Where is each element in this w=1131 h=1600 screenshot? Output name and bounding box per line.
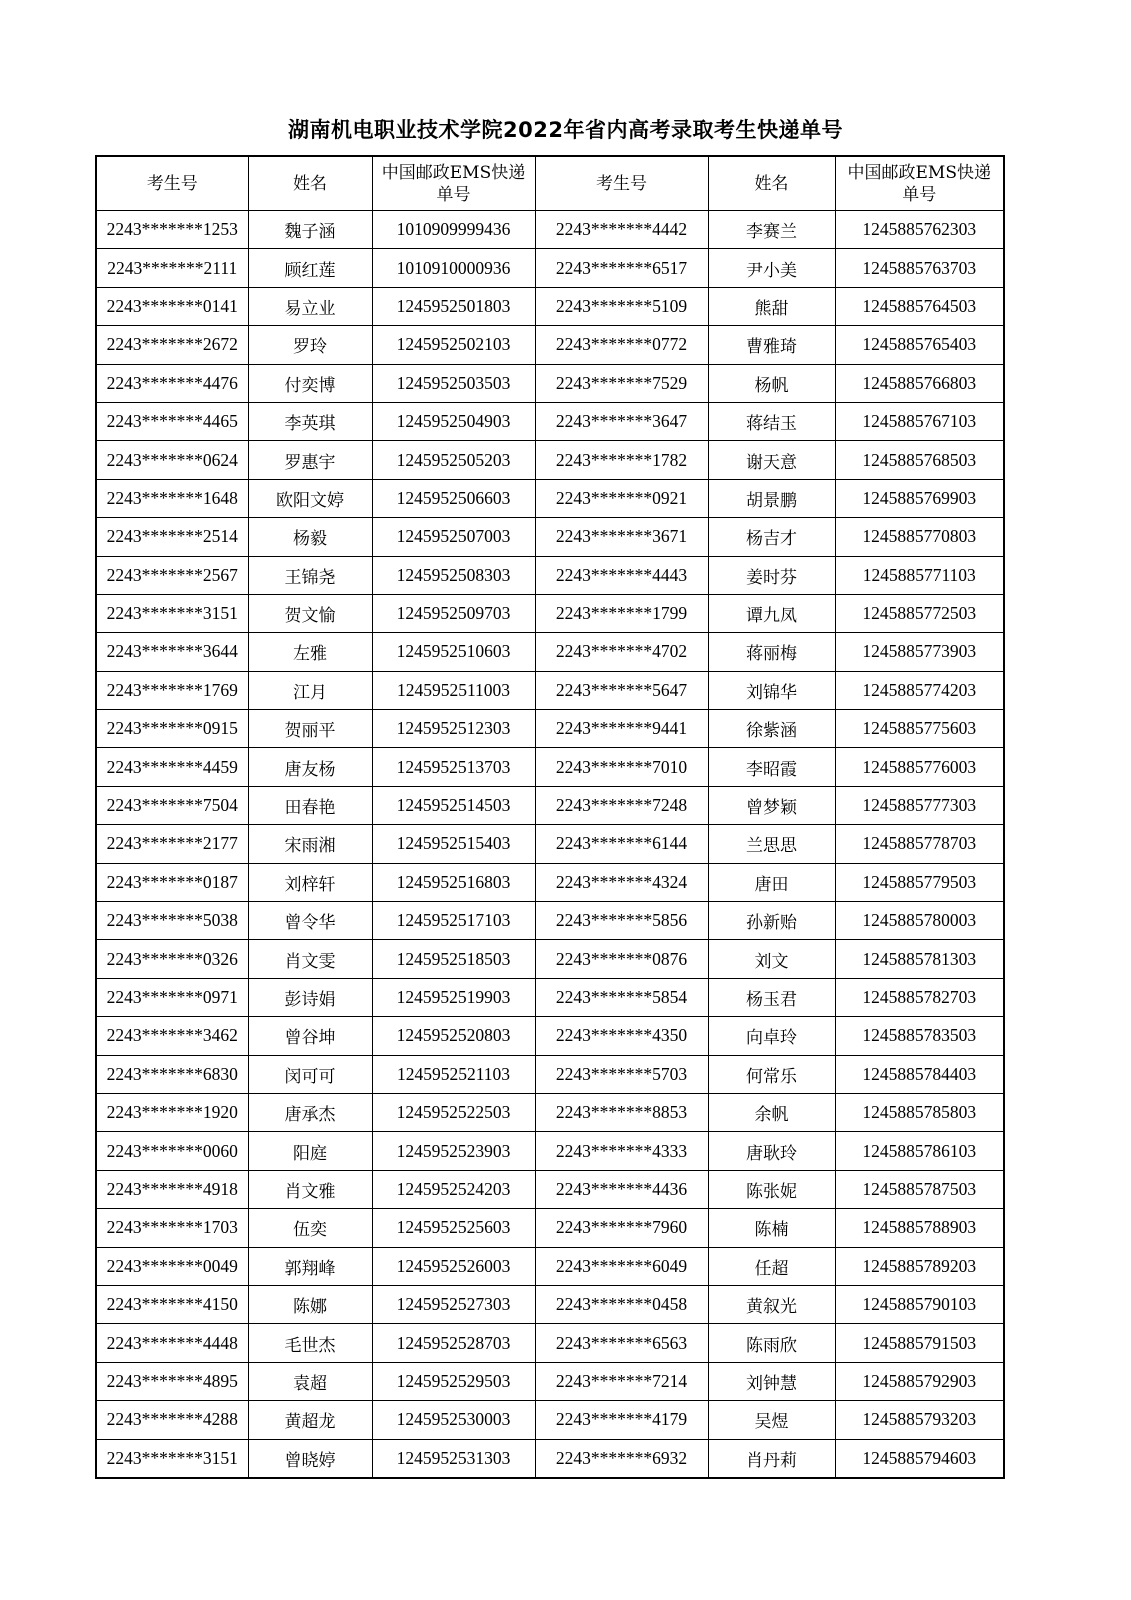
name-cell: 曹雅琦 xyxy=(708,326,835,364)
exam-number-cell: 2243*******6932 xyxy=(535,1439,708,1478)
ems-number-cell: 1245885770803 xyxy=(835,518,1004,556)
name-cell: 熊甜 xyxy=(708,287,835,325)
ems-number-cell: 1245952504903 xyxy=(372,402,535,440)
table-row xyxy=(96,211,1004,249)
name-cell: 宋雨湘 xyxy=(248,825,372,863)
name-cell: 刘梓轩 xyxy=(248,863,372,901)
exam-number-cell: 2243*******3151 xyxy=(96,594,248,632)
table-row xyxy=(96,1093,1004,1131)
exam-number-cell: 2243*******0049 xyxy=(96,1247,248,1285)
exam-number-cell: 2243*******4350 xyxy=(535,1017,708,1055)
exam-number-cell: 2243*******1648 xyxy=(96,479,248,517)
exam-number-cell: 2243*******4150 xyxy=(96,1285,248,1323)
ems-number-cell: 1245885766803 xyxy=(835,364,1004,402)
table-row xyxy=(96,1285,1004,1323)
exam-number-cell: 2243*******8853 xyxy=(535,1093,708,1131)
table-row xyxy=(96,1055,1004,1093)
ems-number-cell: 1245952505203 xyxy=(372,441,535,479)
name-cell: 易立业 xyxy=(248,287,372,325)
ems-number-cell: 1245885773903 xyxy=(835,633,1004,671)
exam-number-cell: 2243*******4442 xyxy=(535,211,708,249)
name-cell: 杨毅 xyxy=(248,518,372,556)
exam-number-cell: 2243*******4288 xyxy=(96,1401,248,1439)
ems-number-cell: 1245885784403 xyxy=(835,1055,1004,1093)
table-row xyxy=(96,1324,1004,1362)
exam-number-cell: 2243*******2672 xyxy=(96,326,248,364)
exam-number-cell: 2243*******0971 xyxy=(96,978,248,1016)
name-cell: 陈雨欣 xyxy=(708,1324,835,1362)
exam-number-cell: 2243*******5109 xyxy=(535,287,708,325)
ems-number-cell: 1245952517103 xyxy=(372,902,535,940)
exam-number-cell: 2243*******2111 xyxy=(96,249,248,287)
name-cell: 田春艳 xyxy=(248,786,372,824)
ems-number-cell: 1010909999436 xyxy=(372,211,535,249)
express-tracking-table xyxy=(95,155,1005,1479)
exam-number-cell: 2243*******6049 xyxy=(535,1247,708,1285)
name-cell: 唐友杨 xyxy=(248,748,372,786)
name-cell: 杨吉才 xyxy=(708,518,835,556)
name-cell: 姜时芬 xyxy=(708,556,835,594)
ems-number-cell: 1245885765403 xyxy=(835,326,1004,364)
table-row xyxy=(96,518,1004,556)
table-row xyxy=(96,479,1004,517)
name-cell: 兰思思 xyxy=(708,825,835,863)
name-cell: 欧阳文婷 xyxy=(248,479,372,517)
ems-number-cell: 1245952522503 xyxy=(372,1093,535,1131)
exam-number-cell: 2243*******6144 xyxy=(535,825,708,863)
exam-number-cell: 2243*******4324 xyxy=(535,863,708,901)
name-cell: 向卓玲 xyxy=(708,1017,835,1055)
ems-number-cell: 1245952511003 xyxy=(372,671,535,709)
table-row xyxy=(96,633,1004,671)
exam-number-cell: 2243*******4459 xyxy=(96,748,248,786)
ems-number-cell: 1245952503503 xyxy=(372,364,535,402)
ems-number-cell: 1245885775603 xyxy=(835,710,1004,748)
ems-number-cell: 1245885768503 xyxy=(835,441,1004,479)
exam-number-cell: 2243*******4702 xyxy=(535,633,708,671)
ems-number-cell: 1245952523903 xyxy=(372,1132,535,1170)
ems-number-cell: 1010910000936 xyxy=(372,249,535,287)
table-row xyxy=(96,748,1004,786)
ems-number-cell: 1245885776003 xyxy=(835,748,1004,786)
column-header-name: 姓名 xyxy=(248,156,372,211)
ems-number-cell: 1245952513703 xyxy=(372,748,535,786)
ems-number-cell: 1245885772503 xyxy=(835,594,1004,632)
exam-number-cell: 2243*******0141 xyxy=(96,287,248,325)
exam-number-cell: 2243*******1782 xyxy=(535,441,708,479)
table-row xyxy=(96,402,1004,440)
name-cell: 何常乐 xyxy=(708,1055,835,1093)
exam-number-cell: 2243*******1253 xyxy=(96,211,248,249)
exam-number-cell: 2243*******0326 xyxy=(96,940,248,978)
ems-number-cell: 1245885792903 xyxy=(835,1362,1004,1400)
table-row xyxy=(96,1170,1004,1208)
exam-number-cell: 2243*******7010 xyxy=(535,748,708,786)
exam-number-cell: 2243*******0624 xyxy=(96,441,248,479)
ems-number-cell: 1245885779503 xyxy=(835,863,1004,901)
name-cell: 袁超 xyxy=(248,1362,372,1400)
ems-number-cell: 1245952518503 xyxy=(372,940,535,978)
table-row xyxy=(96,1247,1004,1285)
ems-number-cell: 1245885794603 xyxy=(835,1439,1004,1478)
table-row xyxy=(96,441,1004,479)
ems-number-cell: 1245952508303 xyxy=(372,556,535,594)
name-cell: 杨帆 xyxy=(708,364,835,402)
ems-number-cell: 1245952514503 xyxy=(372,786,535,824)
exam-number-cell: 2243*******7529 xyxy=(535,364,708,402)
ems-number-cell: 1245885771103 xyxy=(835,556,1004,594)
exam-number-cell: 2243*******4436 xyxy=(535,1170,708,1208)
exam-number-cell: 2243*******0915 xyxy=(96,710,248,748)
table-row xyxy=(96,287,1004,325)
ems-number-cell: 1245952507003 xyxy=(372,518,535,556)
ems-number-cell: 1245952519903 xyxy=(372,978,535,1016)
exam-number-cell: 2243*******4476 xyxy=(96,364,248,402)
exam-number-cell: 2243*******9441 xyxy=(535,710,708,748)
table-row xyxy=(96,556,1004,594)
ems-number-cell: 1245885788903 xyxy=(835,1209,1004,1247)
name-cell: 孙新贻 xyxy=(708,902,835,940)
name-cell: 贺丽平 xyxy=(248,710,372,748)
name-cell: 贺文愉 xyxy=(248,594,372,632)
name-cell: 唐承杰 xyxy=(248,1093,372,1131)
exam-number-cell: 2243*******0187 xyxy=(96,863,248,901)
ems-number-cell: 1245952529503 xyxy=(372,1362,535,1400)
name-cell: 任超 xyxy=(708,1247,835,1285)
exam-number-cell: 2243*******6517 xyxy=(535,249,708,287)
page-title: 湖南机电职业技术学院2022年省内高考录取考生快递单号 xyxy=(288,118,843,142)
name-cell: 伍奕 xyxy=(248,1209,372,1247)
ems-number-cell: 1245885791503 xyxy=(835,1324,1004,1362)
name-cell: 魏子涵 xyxy=(248,211,372,249)
name-cell: 谢天意 xyxy=(708,441,835,479)
exam-number-cell: 2243*******2514 xyxy=(96,518,248,556)
name-cell: 郭翔峰 xyxy=(248,1247,372,1285)
exam-number-cell: 2243*******5038 xyxy=(96,902,248,940)
ems-number-cell: 1245885790103 xyxy=(835,1285,1004,1323)
exam-number-cell: 2243*******4443 xyxy=(535,556,708,594)
exam-number-cell: 2243*******4895 xyxy=(96,1362,248,1400)
ems-number-cell: 1245952530003 xyxy=(372,1401,535,1439)
ems-number-cell: 1245952501803 xyxy=(372,287,535,325)
name-cell: 罗惠宇 xyxy=(248,441,372,479)
exam-number-cell: 2243*******5856 xyxy=(535,902,708,940)
table-row xyxy=(96,364,1004,402)
name-cell: 陈楠 xyxy=(708,1209,835,1247)
table-header-row xyxy=(96,156,1004,211)
name-cell: 胡景鹏 xyxy=(708,479,835,517)
ems-number-cell: 1245952528703 xyxy=(372,1324,535,1362)
ems-number-cell: 1245885787503 xyxy=(835,1170,1004,1208)
exam-number-cell: 2243*******5854 xyxy=(535,978,708,1016)
ems-number-cell: 1245885767103 xyxy=(835,402,1004,440)
exam-number-cell: 2243*******6563 xyxy=(535,1324,708,1362)
ems-number-cell: 1245952526003 xyxy=(372,1247,535,1285)
table-row xyxy=(96,710,1004,748)
ems-number-cell: 1245885782703 xyxy=(835,978,1004,1016)
name-cell: 江月 xyxy=(248,671,372,709)
ems-number-cell: 1245885793203 xyxy=(835,1401,1004,1439)
ems-number-cell: 1245885777303 xyxy=(835,786,1004,824)
column-header-exam-number: 考生号 xyxy=(96,156,248,211)
name-cell: 王锦尧 xyxy=(248,556,372,594)
exam-number-cell: 2243*******3671 xyxy=(535,518,708,556)
table-row xyxy=(96,1362,1004,1400)
table-body xyxy=(96,211,1004,1478)
name-cell: 黄超龙 xyxy=(248,1401,372,1439)
ems-number-cell: 1245952502103 xyxy=(372,326,535,364)
name-cell: 刘文 xyxy=(708,940,835,978)
table-row xyxy=(96,1132,1004,1170)
table-row xyxy=(96,978,1004,1016)
exam-number-cell: 2243*******7214 xyxy=(535,1362,708,1400)
exam-number-cell: 2243*******4333 xyxy=(535,1132,708,1170)
name-cell: 闵可可 xyxy=(248,1055,372,1093)
exam-number-cell: 2243*******2177 xyxy=(96,825,248,863)
exam-number-cell: 2243*******3644 xyxy=(96,633,248,671)
name-cell: 杨玉君 xyxy=(708,978,835,1016)
ems-number-cell: 1245885763703 xyxy=(835,249,1004,287)
ems-number-cell: 1245952525603 xyxy=(372,1209,535,1247)
name-cell: 李昭霞 xyxy=(708,748,835,786)
table-row xyxy=(96,902,1004,940)
name-cell: 谭九凤 xyxy=(708,594,835,632)
exam-number-cell: 2243*******0772 xyxy=(535,326,708,364)
table-row xyxy=(96,594,1004,632)
name-cell: 曾令华 xyxy=(248,902,372,940)
table-row xyxy=(96,940,1004,978)
name-cell: 唐耿玲 xyxy=(708,1132,835,1170)
ems-number-cell: 1245885778703 xyxy=(835,825,1004,863)
ems-number-cell: 1245885789203 xyxy=(835,1247,1004,1285)
ems-number-cell: 1245885781303 xyxy=(835,940,1004,978)
exam-number-cell: 2243*******4448 xyxy=(96,1324,248,1362)
ems-number-cell: 1245885764503 xyxy=(835,287,1004,325)
ems-number-cell: 1245952531303 xyxy=(372,1439,535,1478)
name-cell: 蒋丽梅 xyxy=(708,633,835,671)
name-cell: 唐田 xyxy=(708,863,835,901)
table-row xyxy=(96,249,1004,287)
name-cell: 肖文雅 xyxy=(248,1170,372,1208)
ems-number-cell: 1245885786103 xyxy=(835,1132,1004,1170)
exam-number-cell: 2243*******0458 xyxy=(535,1285,708,1323)
ems-number-cell: 1245952509703 xyxy=(372,594,535,632)
ems-number-cell: 1245952524203 xyxy=(372,1170,535,1208)
ems-number-cell: 1245885769903 xyxy=(835,479,1004,517)
name-cell: 彭诗娟 xyxy=(248,978,372,1016)
name-cell: 毛世杰 xyxy=(248,1324,372,1362)
name-cell: 黄叙光 xyxy=(708,1285,835,1323)
name-cell: 李赛兰 xyxy=(708,211,835,249)
column-header-exam-number: 考生号 xyxy=(535,156,708,211)
name-cell: 左雅 xyxy=(248,633,372,671)
name-cell: 肖文雯 xyxy=(248,940,372,978)
exam-number-cell: 2243*******3647 xyxy=(535,402,708,440)
table-row xyxy=(96,825,1004,863)
exam-number-cell: 2243*******5703 xyxy=(535,1055,708,1093)
exam-number-cell: 2243*******1703 xyxy=(96,1209,248,1247)
exam-number-cell: 2243*******3462 xyxy=(96,1017,248,1055)
exam-number-cell: 2243*******1799 xyxy=(535,594,708,632)
ems-number-cell: 1245952512303 xyxy=(372,710,535,748)
name-cell: 陈娜 xyxy=(248,1285,372,1323)
table-row xyxy=(96,1209,1004,1247)
name-cell: 曾晓婷 xyxy=(248,1439,372,1478)
name-cell: 尹小美 xyxy=(708,249,835,287)
exam-number-cell: 2243*******0060 xyxy=(96,1132,248,1170)
exam-number-cell: 2243*******2567 xyxy=(96,556,248,594)
ems-number-cell: 1245885785803 xyxy=(835,1093,1004,1131)
ems-number-cell: 1245952516803 xyxy=(372,863,535,901)
name-cell: 陈张妮 xyxy=(708,1170,835,1208)
ems-number-cell: 1245885780003 xyxy=(835,902,1004,940)
ems-number-cell: 1245952510603 xyxy=(372,633,535,671)
name-cell: 刘锦华 xyxy=(708,671,835,709)
exam-number-cell: 2243*******7248 xyxy=(535,786,708,824)
exam-number-cell: 2243*******5647 xyxy=(535,671,708,709)
name-cell: 徐紫涵 xyxy=(708,710,835,748)
table-row xyxy=(96,1401,1004,1439)
ems-number-cell: 1245952521103 xyxy=(372,1055,535,1093)
table-row xyxy=(96,786,1004,824)
ems-number-cell: 1245952506603 xyxy=(372,479,535,517)
name-cell: 吴煜 xyxy=(708,1401,835,1439)
table-row xyxy=(96,1439,1004,1478)
exam-number-cell: 2243*******0921 xyxy=(535,479,708,517)
name-cell: 蒋结玉 xyxy=(708,402,835,440)
name-cell: 李英琪 xyxy=(248,402,372,440)
exam-number-cell: 2243*******4465 xyxy=(96,402,248,440)
ems-number-cell: 1245952515403 xyxy=(372,825,535,863)
name-cell: 曾梦颖 xyxy=(708,786,835,824)
ems-number-cell: 1245952520803 xyxy=(372,1017,535,1055)
name-cell: 刘钟慧 xyxy=(708,1362,835,1400)
name-cell: 罗玲 xyxy=(248,326,372,364)
name-cell: 肖丹莉 xyxy=(708,1439,835,1478)
exam-number-cell: 2243*******4179 xyxy=(535,1401,708,1439)
name-cell: 余帆 xyxy=(708,1093,835,1131)
name-cell: 顾红莲 xyxy=(248,249,372,287)
table-row xyxy=(96,671,1004,709)
column-header-ems-number: 中国邮政EMS快递单号 xyxy=(372,156,535,211)
column-header-ems-number: 中国邮政EMS快递单号 xyxy=(835,156,1004,211)
exam-number-cell: 2243*******0876 xyxy=(535,940,708,978)
exam-number-cell: 2243*******6830 xyxy=(96,1055,248,1093)
exam-number-cell: 2243*******7504 xyxy=(96,786,248,824)
name-cell: 曾谷坤 xyxy=(248,1017,372,1055)
name-cell: 付奕博 xyxy=(248,364,372,402)
exam-number-cell: 2243*******4918 xyxy=(96,1170,248,1208)
column-header-name: 姓名 xyxy=(708,156,835,211)
ems-number-cell: 1245885762303 xyxy=(835,211,1004,249)
table-row xyxy=(96,863,1004,901)
exam-number-cell: 2243*******3151 xyxy=(96,1439,248,1478)
ems-number-cell: 1245885774203 xyxy=(835,671,1004,709)
ems-number-cell: 1245952527303 xyxy=(372,1285,535,1323)
exam-number-cell: 2243*******1920 xyxy=(96,1093,248,1131)
table-row xyxy=(96,326,1004,364)
name-cell: 阳庭 xyxy=(248,1132,372,1170)
exam-number-cell: 2243*******7960 xyxy=(535,1209,708,1247)
table-row xyxy=(96,1017,1004,1055)
ems-number-cell: 1245885783503 xyxy=(835,1017,1004,1055)
exam-number-cell: 2243*******1769 xyxy=(96,671,248,709)
